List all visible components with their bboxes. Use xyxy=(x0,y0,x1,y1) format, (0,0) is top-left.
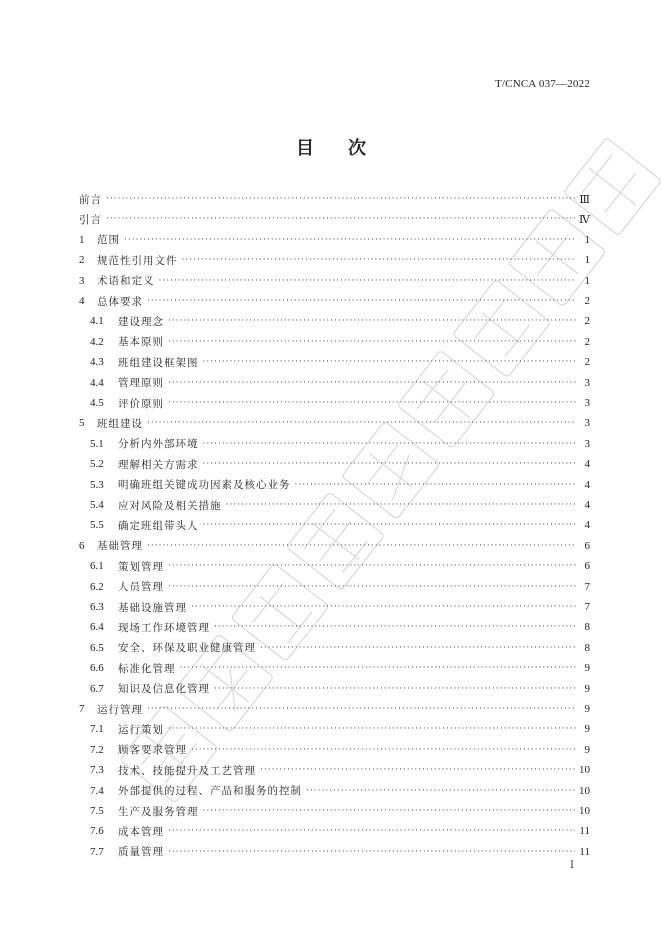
toc-entry-label: 人员管理 xyxy=(118,581,164,594)
toc-entry-page: 2 xyxy=(584,335,590,348)
footer-page-number: Ⅰ xyxy=(570,860,574,871)
toc-entry-number: 4 xyxy=(79,295,85,307)
toc-leader-dots xyxy=(168,724,576,734)
toc-entry-number: 5.3 xyxy=(90,478,104,491)
toc-entry-page: 11 xyxy=(579,845,590,858)
toc-entry-label: 应对风险及相关措施 xyxy=(118,499,222,512)
toc-leader-dots xyxy=(260,643,576,653)
toc-leader-dots xyxy=(147,418,576,428)
toc-entry[interactable] xyxy=(90,740,590,760)
toc-entry[interactable] xyxy=(90,475,590,495)
toc-entry[interactable] xyxy=(90,515,590,535)
toc-leader-dots xyxy=(106,194,575,204)
toc-entry-page: 8 xyxy=(584,621,590,634)
toc-leader-dots xyxy=(168,561,576,571)
toc-entry[interactable] xyxy=(90,495,590,515)
toc-entry[interactable] xyxy=(90,434,590,454)
toc-leader-dots xyxy=(203,520,577,530)
toc-entry-label: 运行管理 xyxy=(97,703,143,716)
toc-entry[interactable] xyxy=(90,332,590,352)
toc-entry[interactable] xyxy=(90,679,590,699)
toc-entry[interactable] xyxy=(90,617,590,637)
toc-entry-page: 2 xyxy=(584,356,590,369)
toc-entry[interactable] xyxy=(90,577,590,597)
toc-entry[interactable] xyxy=(79,271,590,291)
toc-entry-label: 术语和定义 xyxy=(97,275,155,288)
toc-entry-page: 7 xyxy=(584,601,590,613)
toc-entry[interactable] xyxy=(79,536,590,556)
toc-entry-label: 规范性引用文件 xyxy=(97,254,178,267)
toc-leader-dots xyxy=(147,704,576,714)
toc-entry[interactable] xyxy=(90,658,590,678)
toc-entry-label: 确定班组带头人 xyxy=(118,519,199,532)
toc-entry-number: 1 xyxy=(79,233,85,246)
toc-leader-dots xyxy=(180,663,577,673)
toc-entry-page: 7 xyxy=(584,580,590,593)
toc-entry-page: 11 xyxy=(579,825,590,838)
toc-entry-label: 现场工作环境管理 xyxy=(118,621,210,634)
toc-leader-dots xyxy=(295,480,577,490)
toc-leader-dots xyxy=(106,214,575,224)
toc-entry-number: 6.5 xyxy=(90,641,104,654)
toc-entry-label: 外部提供的过程、产品和服务的控制 xyxy=(118,785,302,798)
toc-entry-number: 4.4 xyxy=(90,376,104,389)
toc-entry[interactable] xyxy=(90,842,590,862)
toc-leader-dots xyxy=(182,255,577,265)
toc-leader-dots xyxy=(203,459,577,469)
toc-entry-number: 7 xyxy=(79,703,85,715)
toc-entry-page: 3 xyxy=(584,376,590,389)
toc-entry[interactable] xyxy=(90,373,590,393)
toc-entry[interactable] xyxy=(79,250,590,270)
toc-entry[interactable] xyxy=(79,413,590,433)
page-title: 目次 xyxy=(296,138,400,159)
toc-leader-dots xyxy=(159,276,577,286)
toc-entry-label: 前言 xyxy=(79,193,102,206)
toc-entry-label: 范围 xyxy=(97,234,120,247)
toc-leader-dots xyxy=(226,500,577,510)
toc-entry-number: 5 xyxy=(79,417,85,430)
toc-leader-dots xyxy=(191,745,576,755)
toc-entry-page: 9 xyxy=(584,662,590,675)
toc-entry-number: 6.7 xyxy=(90,682,104,695)
toc-entry-label: 建设理念 xyxy=(118,315,164,328)
toc-leader-dots xyxy=(168,826,575,836)
toc-leader-dots xyxy=(260,765,575,775)
toc-entry-label: 策划管理 xyxy=(118,560,164,573)
toc-entry[interactable] xyxy=(90,719,590,739)
toc-entry-number: 4.1 xyxy=(90,315,104,328)
toc-entry-page: 9 xyxy=(584,723,590,736)
toc-entry-number: 2 xyxy=(79,254,85,267)
toc-entry-page: 3 xyxy=(584,437,590,450)
toc-entry-number: 6.3 xyxy=(90,601,104,613)
toc-entry-label: 基础设施管理 xyxy=(118,601,187,614)
toc-leader-dots xyxy=(124,235,576,245)
toc-entry[interactable] xyxy=(90,781,590,801)
toc-entry-page: 8 xyxy=(584,641,590,654)
toc-entry[interactable] xyxy=(90,801,590,821)
toc-entry-label: 标准化管理 xyxy=(118,662,176,675)
toc-entry[interactable] xyxy=(79,209,590,229)
toc-entry-label: 评价原则 xyxy=(118,397,164,410)
toc-entry-page: Ⅳ xyxy=(579,213,590,226)
toc-entry-label: 技术、技能提升及工艺管理 xyxy=(118,764,256,777)
toc-entry[interactable] xyxy=(79,230,590,250)
toc-entry-page: 2 xyxy=(584,315,590,328)
toc-entry-label: 明确班组关键成功因素及核心业务 xyxy=(118,479,291,492)
toc-entry-page: 1 xyxy=(584,233,590,246)
toc-entry-number: 6.4 xyxy=(90,621,104,634)
toc-entry[interactable] xyxy=(79,189,590,209)
toc-entry-number: 7.4 xyxy=(90,784,104,797)
toc-entry-label: 质量管理 xyxy=(118,846,164,859)
toc-entry-label: 基本原则 xyxy=(118,336,164,349)
toc-entry-number: 4.3 xyxy=(90,356,104,369)
toc-leader-dots xyxy=(168,378,576,388)
toc-entry-page: 9 xyxy=(584,703,590,715)
toc-entry-page: 3 xyxy=(584,397,590,409)
toc-entry[interactable] xyxy=(90,454,590,474)
toc-leader-dots xyxy=(306,786,575,796)
toc-entry[interactable] xyxy=(90,638,590,658)
toc-entry[interactable] xyxy=(90,597,590,617)
toc-entry-label: 总体要求 xyxy=(97,295,143,308)
toc-entry-page: 6 xyxy=(584,560,590,573)
toc-entry-label: 知识及信息化管理 xyxy=(118,683,210,696)
toc-entry-label: 引言 xyxy=(79,213,102,226)
toc-entry[interactable] xyxy=(79,291,590,311)
toc-entry[interactable] xyxy=(90,352,590,372)
toc-entry-page: 9 xyxy=(584,743,590,756)
toc-entry-page: 9 xyxy=(584,682,590,695)
toc-entry-number: 7.7 xyxy=(90,845,104,858)
toc-entry-number: 5.1 xyxy=(90,437,104,450)
toc-entry-number: 6.6 xyxy=(90,662,104,675)
toc-leader-dots xyxy=(191,602,576,612)
toc-entry-number: 6.1 xyxy=(90,560,104,573)
toc-entry-page: 4 xyxy=(584,519,590,532)
toc-entry-number: 7.2 xyxy=(90,743,104,756)
toc-leader-dots xyxy=(168,316,576,326)
toc-entry-label: 分析内外部环境 xyxy=(118,438,199,451)
toc-entry-label: 班组建设 xyxy=(97,417,143,430)
toc-entry-page: 1 xyxy=(584,274,590,287)
toc-leader-dots xyxy=(203,806,576,816)
toc-entry[interactable] xyxy=(90,821,590,841)
toc-entry-label: 班组建设框架图 xyxy=(118,356,199,369)
toc-entry-number: 4.5 xyxy=(90,397,104,409)
toc-leader-dots xyxy=(168,398,576,408)
toc-leader-dots xyxy=(203,439,577,449)
toc-entry-number: 6.2 xyxy=(90,580,104,593)
toc-entry-number: 7.1 xyxy=(90,723,104,736)
toc-entry-label: 运行策划 xyxy=(118,723,164,736)
toc-entry-label: 成本管理 xyxy=(118,825,164,838)
toc-entry-label: 基础管理 xyxy=(97,540,143,553)
toc-entry-page: 2 xyxy=(584,295,590,307)
toc-entry-label: 管理原则 xyxy=(118,377,164,390)
toc-entry-page: 10 xyxy=(579,764,590,777)
toc-leader-dots xyxy=(147,296,576,306)
toc-leader-dots xyxy=(168,337,576,347)
toc-entry[interactable] xyxy=(90,311,590,331)
toc-entry-number: 7.6 xyxy=(90,825,104,838)
toc-entry-label: 安全、环保及职业健康管理 xyxy=(118,642,256,655)
toc-entry-number: 7.3 xyxy=(90,764,104,777)
toc-entry-number: 6 xyxy=(79,539,85,552)
toc-entry-number: 5.2 xyxy=(90,458,104,471)
toc-entry-page: Ⅲ xyxy=(579,193,590,206)
toc-entry-label: 顾客要求管理 xyxy=(118,744,187,757)
toc-entry-number: 5.4 xyxy=(90,499,104,511)
toc-entry-page: 1 xyxy=(584,254,590,267)
toc-entry-page: 4 xyxy=(584,458,590,471)
toc-leader-dots xyxy=(214,622,576,632)
toc-entry[interactable] xyxy=(90,393,590,413)
toc-entry-label: 生产及服务管理 xyxy=(118,805,199,818)
toc-entry-number: 4.2 xyxy=(90,335,104,348)
toc-entry-number: 7.5 xyxy=(90,805,104,817)
toc-leader-dots xyxy=(203,357,577,367)
toc-entry-number: 5.5 xyxy=(90,519,104,532)
toc-entry-page: 4 xyxy=(584,478,590,491)
toc-entry-page: 6 xyxy=(584,539,590,552)
toc-entry-label: 理解相关方需求 xyxy=(118,458,199,471)
toc-entry[interactable] xyxy=(79,699,590,719)
toc-leader-dots xyxy=(168,582,576,592)
toc-leader-dots xyxy=(214,684,576,694)
toc-entry-page: 4 xyxy=(584,499,590,511)
toc-leader-dots xyxy=(168,847,575,857)
toc-entry-page: 10 xyxy=(579,805,590,817)
toc-entry[interactable] xyxy=(90,556,590,576)
toc-entry-page: 10 xyxy=(579,784,590,797)
toc-entry-number: 3 xyxy=(79,274,85,287)
toc-entry-page: 3 xyxy=(584,417,590,430)
toc-leader-dots xyxy=(147,541,576,551)
toc-entry[interactable] xyxy=(90,760,590,780)
document-code: T/CNCA 037—2022 xyxy=(495,78,590,90)
